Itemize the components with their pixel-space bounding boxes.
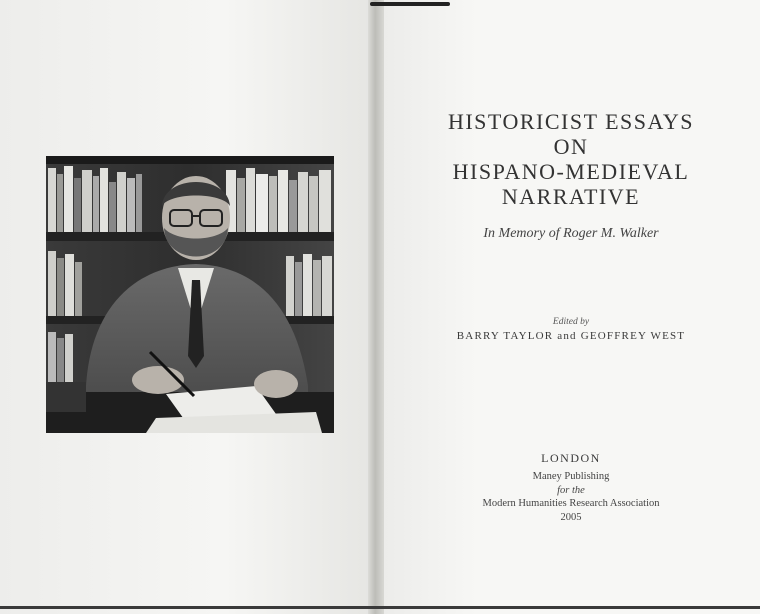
title-line-4: NARRATIVE (501, 184, 641, 209)
title-line-2: ON (553, 134, 589, 159)
association-name: Modern Humanities Research Association (482, 498, 660, 509)
edited-by-label: Edited by (552, 317, 590, 327)
portrait-illustration (46, 156, 334, 433)
subtitle: In Memory of Roger M. Walker (483, 226, 659, 241)
frontispiece-photo (46, 156, 334, 433)
publication-year: 2005 (560, 512, 582, 523)
page-bottom-edge (0, 606, 760, 609)
title-line-3: HISPANO-MEDIEVAL (452, 159, 690, 184)
publisher-name: Maney Publishing (532, 471, 610, 482)
publication-city: LONDON (541, 451, 601, 465)
for-the-label: for the (557, 485, 585, 496)
page-top-edge (370, 2, 450, 6)
editors: BARRY TAYLOR and GEOFFREY WEST (456, 330, 686, 342)
title-line-1: HISTORICIST ESSAYS (447, 109, 695, 134)
